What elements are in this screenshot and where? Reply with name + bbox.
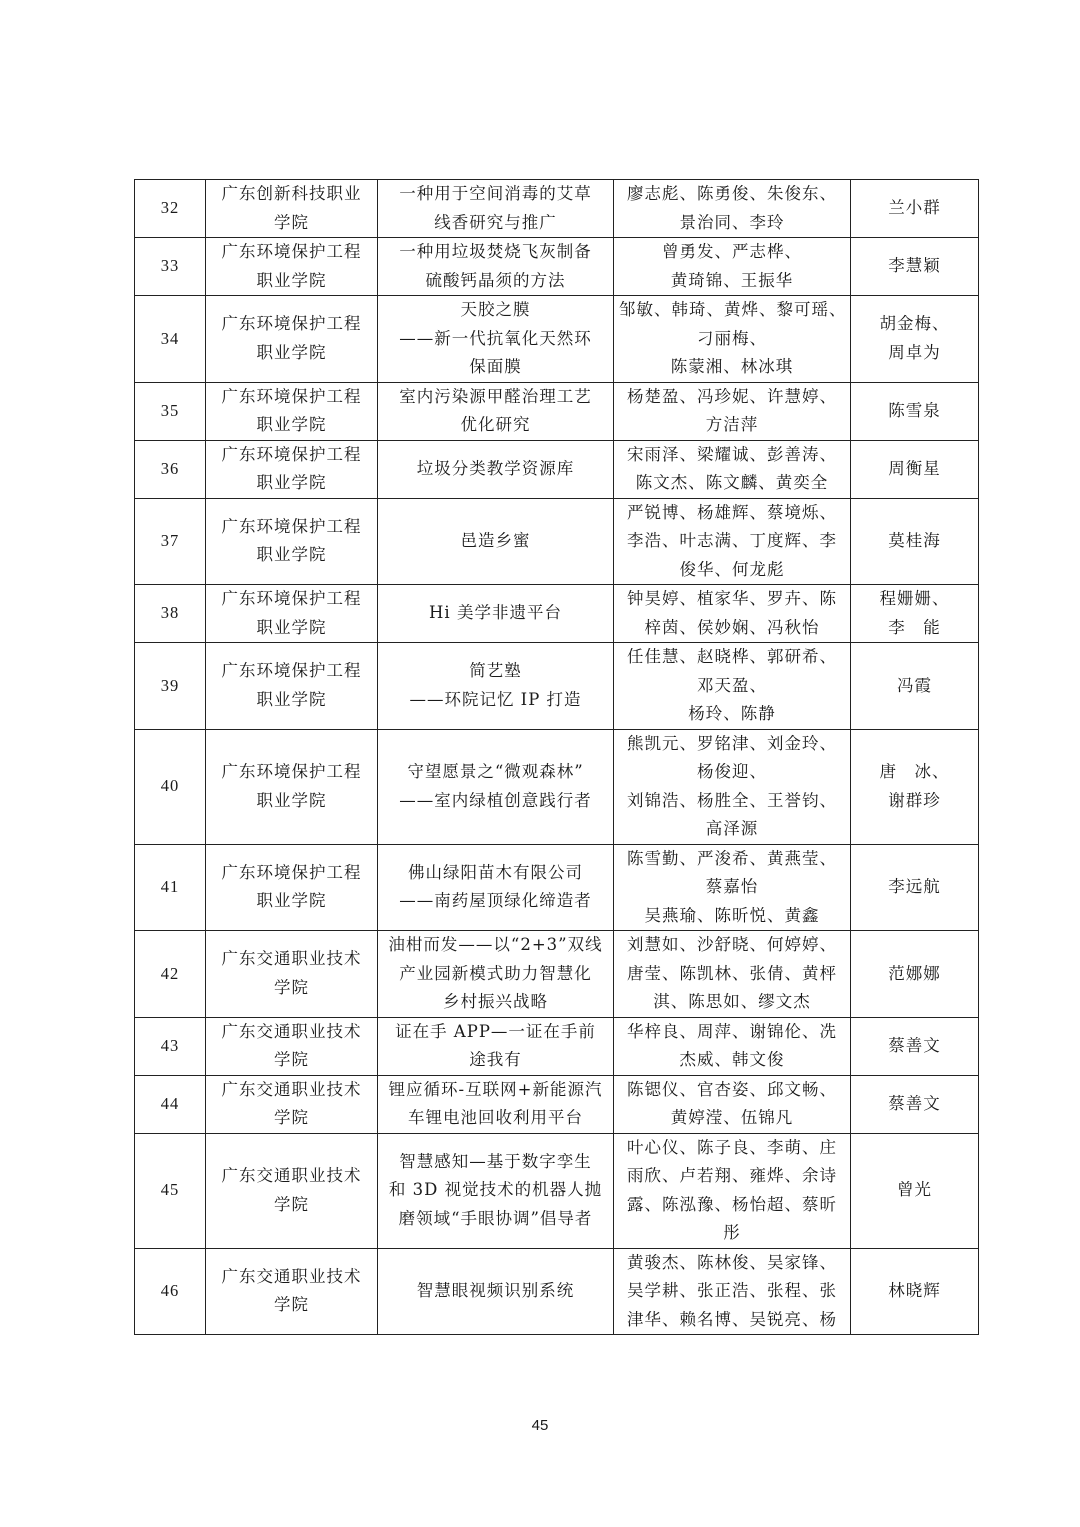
project-line: 锂应循环-互联网+新能源汽 <box>388 1079 603 1099</box>
school-line: 广东创新科技职业 <box>221 184 362 203</box>
project-line: ——南药屋顶绿化缔造者 <box>399 891 592 911</box>
project-line: 一种用垃圾焚烧飞灰制备 <box>399 242 592 261</box>
members-line: 梓茵、侯妙娴、冯秋怡 <box>644 617 820 637</box>
table-row <box>135 1133 979 1248</box>
advisor-cell <box>851 729 979 844</box>
project-line: 一种用于空间消毒的艾草 <box>399 184 592 203</box>
table-row <box>135 585 979 643</box>
advisor-cell <box>851 498 979 585</box>
school-line: 学院 <box>274 977 309 997</box>
school-cell <box>206 1017 378 1075</box>
members-line: 任佳慧、赵晓桦、郭研希、 <box>627 647 837 666</box>
advisor-cell <box>851 1248 979 1335</box>
table-row <box>135 498 979 585</box>
advisor-line: 兰小群 <box>888 198 941 218</box>
project-line: 乡村振兴战略 <box>443 992 548 1011</box>
advisor-line: 陈雪泉 <box>888 400 941 420</box>
members-line: 高泽源 <box>705 819 759 838</box>
project-line: 产业园新模式助力智慧化 <box>399 963 592 983</box>
table-row <box>135 1075 979 1133</box>
advisor-cell <box>851 931 979 1018</box>
members-line: 熊凯元、罗铭津、刘金玲、 <box>627 733 837 753</box>
advisor-line: 程姗姗、 <box>879 589 950 608</box>
school-cell <box>206 238 378 296</box>
school-cell <box>206 180 378 238</box>
school-cell <box>206 498 378 585</box>
project-cell <box>378 1017 614 1075</box>
members-line: 严锐博、杨雄辉、蔡境烁、 <box>627 502 837 522</box>
table-row <box>135 643 979 730</box>
project-cell <box>378 585 614 643</box>
advisor-line: 李慧颖 <box>888 256 941 276</box>
members-line: 刘锦浩、杨胜全、王誉钧、 <box>627 790 837 810</box>
school-line: 职业学院 <box>256 689 327 709</box>
members-line: 叶心仪、陈子良、李萌、庄 <box>627 1137 837 1157</box>
school-line: 广东交通职业技术 <box>221 949 362 969</box>
project-line: 邑造乡蜜 <box>460 531 531 550</box>
project-line: 垃圾分类教学资源库 <box>416 458 575 478</box>
advisor-cell <box>851 382 979 440</box>
advisor-cell <box>851 1133 979 1248</box>
row-number: 40 <box>135 729 206 844</box>
advisor-line: 谢群珍 <box>888 790 941 810</box>
members-line: 杨玲、陈静 <box>688 704 776 723</box>
members-line: 华梓良、周萍、谢锦伦、冼 <box>627 1021 837 1041</box>
members-line: 杨俊迎、 <box>697 762 767 781</box>
members-line: 廖志彪、陈勇俊、朱俊东、 <box>627 184 837 203</box>
members-line: 杨楚盈、冯珍妮、许慧婷、 <box>627 386 837 406</box>
row-number: 32 <box>135 180 206 238</box>
school-line: 学院 <box>274 1108 309 1127</box>
school-cell <box>206 729 378 844</box>
school-line: 职业学院 <box>256 415 327 434</box>
school-line: 广东环境保护工程 <box>221 862 362 882</box>
members-cell <box>614 1133 851 1248</box>
table-body <box>135 180 979 1335</box>
school-cell <box>206 296 378 383</box>
members-line: 陈文杰、陈文麟、黄奕全 <box>635 473 829 492</box>
members-cell <box>614 382 851 440</box>
school-line: 广东环境保护工程 <box>221 516 362 536</box>
school-line: 广东环境保护工程 <box>221 242 362 261</box>
school-line: 职业学院 <box>256 270 327 290</box>
members-line: 彤 <box>723 1223 741 1242</box>
project-line: 车锂电池回收利用平台 <box>408 1108 583 1127</box>
school-line: 广东环境保护工程 <box>221 589 362 608</box>
members-line: 曾勇发、严志桦、 <box>662 242 802 261</box>
school-cell <box>206 585 378 643</box>
advisor-line: 曾光 <box>897 1180 932 1200</box>
project-line: 线香研究与推广 <box>434 212 557 232</box>
project-line: 智慧感知—基于数字孪生 <box>399 1151 592 1171</box>
row-number: 41 <box>135 844 206 931</box>
advisor-cell <box>851 440 979 498</box>
row-number: 45 <box>135 1133 206 1248</box>
members-line: 津华、赖名博、吴锐亮、杨 <box>627 1309 837 1329</box>
advisor-cell <box>851 1017 979 1075</box>
project-cell <box>378 844 614 931</box>
project-line: 硫酸钙晶须的方法 <box>425 270 566 290</box>
members-line: 俊华、何龙彪 <box>679 559 785 579</box>
school-line: 职业学院 <box>256 473 327 492</box>
advisor-line: 周卓为 <box>888 342 941 362</box>
project-line: 优化研究 <box>460 415 531 434</box>
page-number: 45 <box>531 1417 549 1434</box>
school-line: 职业学院 <box>256 891 327 911</box>
members-line: 宋雨泽、梁耀诚、彭善涛、 <box>627 444 837 464</box>
advisor-cell <box>851 238 979 296</box>
school-line: 职业学院 <box>256 790 327 810</box>
advisor-line: 李远航 <box>888 877 941 896</box>
school-line: 学院 <box>274 1050 309 1069</box>
advisor-cell <box>851 844 979 931</box>
advisor-line: 李 能 <box>888 617 941 637</box>
school-cell <box>206 1133 378 1248</box>
members-line: 黄骏杰、陈林俊、吴家锋、 <box>627 1252 837 1272</box>
table-row <box>135 180 979 238</box>
row-number: 44 <box>135 1075 206 1133</box>
project-line: 守望愿景之“微观森林” <box>407 762 584 781</box>
table-row <box>135 931 979 1018</box>
members-cell <box>614 931 851 1018</box>
members-cell <box>614 1017 851 1075</box>
members-cell <box>614 1075 851 1133</box>
project-line: ——新一代抗氧化天然环 <box>399 328 592 348</box>
project-line: 天胶之膜 <box>460 300 531 319</box>
members-cell <box>614 585 851 643</box>
school-cell <box>206 643 378 730</box>
school-cell <box>206 844 378 931</box>
members-line: 邓天盈、 <box>697 675 767 695</box>
members-line: 邹敏、韩琦、黄烨、黎可瑶、 <box>619 300 847 319</box>
members-cell <box>614 440 851 498</box>
members-line: 吴燕瑜、陈昕悦、黄鑫 <box>644 905 820 925</box>
school-line: 广东交通职业技术 <box>221 1079 362 1099</box>
project-cell <box>378 296 614 383</box>
project-line: 油柑而发——以“2+3”双线 <box>388 935 603 954</box>
advisor-cell <box>851 585 979 643</box>
table-row <box>135 238 979 296</box>
advisor-line: 蔡善文 <box>888 1035 941 1055</box>
members-cell <box>614 1248 851 1335</box>
members-line: 李浩、叶志满、丁度辉、李 <box>627 531 837 550</box>
project-line: 佛山绿阳苗木有限公司 <box>408 862 583 882</box>
project-cell <box>378 180 614 238</box>
table-row <box>135 1248 979 1335</box>
school-cell <box>206 1248 378 1335</box>
members-cell <box>614 296 851 383</box>
project-line: Hi 美学非遗平台 <box>429 603 562 623</box>
school-line: 学院 <box>274 1194 309 1214</box>
row-number: 46 <box>135 1248 206 1335</box>
table-row <box>135 382 979 440</box>
award-list-table <box>134 179 979 1335</box>
table-row <box>135 296 979 383</box>
school-cell <box>206 382 378 440</box>
members-line: 吴学耕、张正浩、张程、张 <box>627 1281 837 1300</box>
school-cell <box>206 931 378 1018</box>
members-line: 方洁萍 <box>705 415 759 434</box>
project-line: 途我有 <box>469 1050 522 1069</box>
project-line: 简艺塾 <box>469 661 522 681</box>
table-row <box>135 729 979 844</box>
members-cell <box>614 643 851 730</box>
members-line: 陈锶仪、官杏姿、邱文畅、 <box>627 1079 837 1099</box>
members-cell <box>614 180 851 238</box>
project-cell <box>378 643 614 730</box>
members-line: 刁丽梅、 <box>697 328 767 348</box>
project-line: ——环院记忆 IP 打造 <box>409 689 582 709</box>
members-line: 黄婷滢、伍锦凡 <box>670 1108 794 1127</box>
advisor-line: 林晓辉 <box>888 1281 941 1300</box>
members-line: 陈雪勤、严浚希、黄燕莹、 <box>627 848 837 868</box>
project-line: 保面膜 <box>469 357 522 376</box>
row-number: 35 <box>135 382 206 440</box>
row-number: 34 <box>135 296 206 383</box>
members-line: 景治同、李玲 <box>679 212 785 232</box>
members-cell <box>614 498 851 585</box>
members-line: 蔡嘉怡 <box>705 877 759 896</box>
school-line: 广东交通职业技术 <box>221 1266 362 1286</box>
school-line: 广东交通职业技术 <box>221 1021 362 1041</box>
members-cell <box>614 729 851 844</box>
project-line: ——室内绿植创意践行者 <box>399 790 592 810</box>
advisor-line: 蔡善文 <box>888 1093 941 1113</box>
advisor-line: 莫桂海 <box>888 531 941 550</box>
row-number: 33 <box>135 238 206 296</box>
advisor-line: 周衡星 <box>888 458 941 478</box>
school-cell <box>206 1075 378 1133</box>
project-line: 智慧眼视频识别系统 <box>416 1281 575 1300</box>
row-number: 37 <box>135 498 206 585</box>
advisor-line: 范娜娜 <box>888 963 941 983</box>
project-cell <box>378 440 614 498</box>
members-line: 唐莹、陈凯林、张倩、黄枰 <box>627 963 837 983</box>
members-line: 刘慧如、沙舒晓、何婷婷、 <box>627 935 837 954</box>
members-line: 黄琦锦、王振华 <box>670 270 794 290</box>
advisor-cell <box>851 643 979 730</box>
school-cell <box>206 440 378 498</box>
advisor-cell <box>851 296 979 383</box>
school-line: 学院 <box>274 212 309 232</box>
project-cell <box>378 382 614 440</box>
members-line: 露、陈泓豫、杨怡超、蔡昕 <box>627 1194 837 1214</box>
school-line: 学院 <box>274 1295 309 1315</box>
table-row <box>135 440 979 498</box>
school-line: 广东交通职业技术 <box>221 1166 362 1185</box>
project-cell <box>378 498 614 585</box>
project-cell <box>378 931 614 1018</box>
project-cell <box>378 1248 614 1335</box>
advisor-cell <box>851 180 979 238</box>
project-cell <box>378 1133 614 1248</box>
school-line: 职业学院 <box>256 342 327 362</box>
members-line: 雨欣、卢若翔、雍烨、余诗 <box>627 1166 837 1185</box>
project-line: 室内污染源甲醛治理工艺 <box>399 386 592 406</box>
table-row <box>135 1017 979 1075</box>
table-row <box>135 844 979 931</box>
project-cell <box>378 238 614 296</box>
members-cell <box>614 238 851 296</box>
row-number: 38 <box>135 585 206 643</box>
row-number: 42 <box>135 931 206 1018</box>
advisor-line: 胡金梅、 <box>879 314 950 334</box>
members-line: 陈蒙湘、林冰琪 <box>670 357 794 376</box>
school-line: 广东环境保护工程 <box>221 386 362 406</box>
school-line: 职业学院 <box>256 545 327 565</box>
school-line: 职业学院 <box>256 617 327 637</box>
row-number: 36 <box>135 440 206 498</box>
advisor-line: 冯霞 <box>897 675 932 695</box>
school-line: 广东环境保护工程 <box>221 314 362 334</box>
project-cell <box>378 1075 614 1133</box>
project-cell <box>378 729 614 844</box>
members-cell <box>614 844 851 931</box>
school-line: 广东环境保护工程 <box>221 444 362 464</box>
school-line: 广东环境保护工程 <box>221 762 362 781</box>
members-line: 钟昊婷、植家华、罗卉、陈 <box>627 589 837 608</box>
members-line: 杰威、韩文俊 <box>679 1050 785 1069</box>
row-number: 39 <box>135 643 206 730</box>
advisor-line: 唐 冰、 <box>879 762 950 781</box>
project-line: 磨领域“手眼协调”倡导者 <box>398 1208 593 1228</box>
advisor-cell <box>851 1075 979 1133</box>
members-line: 淇、陈思如、缪文杰 <box>653 992 811 1011</box>
school-line: 广东环境保护工程 <box>221 661 362 681</box>
project-line: 证在手 APP—一证在手前 <box>395 1021 596 1041</box>
project-line: 和 3D 视觉技术的机器人抛 <box>388 1180 603 1200</box>
row-number: 43 <box>135 1017 206 1075</box>
